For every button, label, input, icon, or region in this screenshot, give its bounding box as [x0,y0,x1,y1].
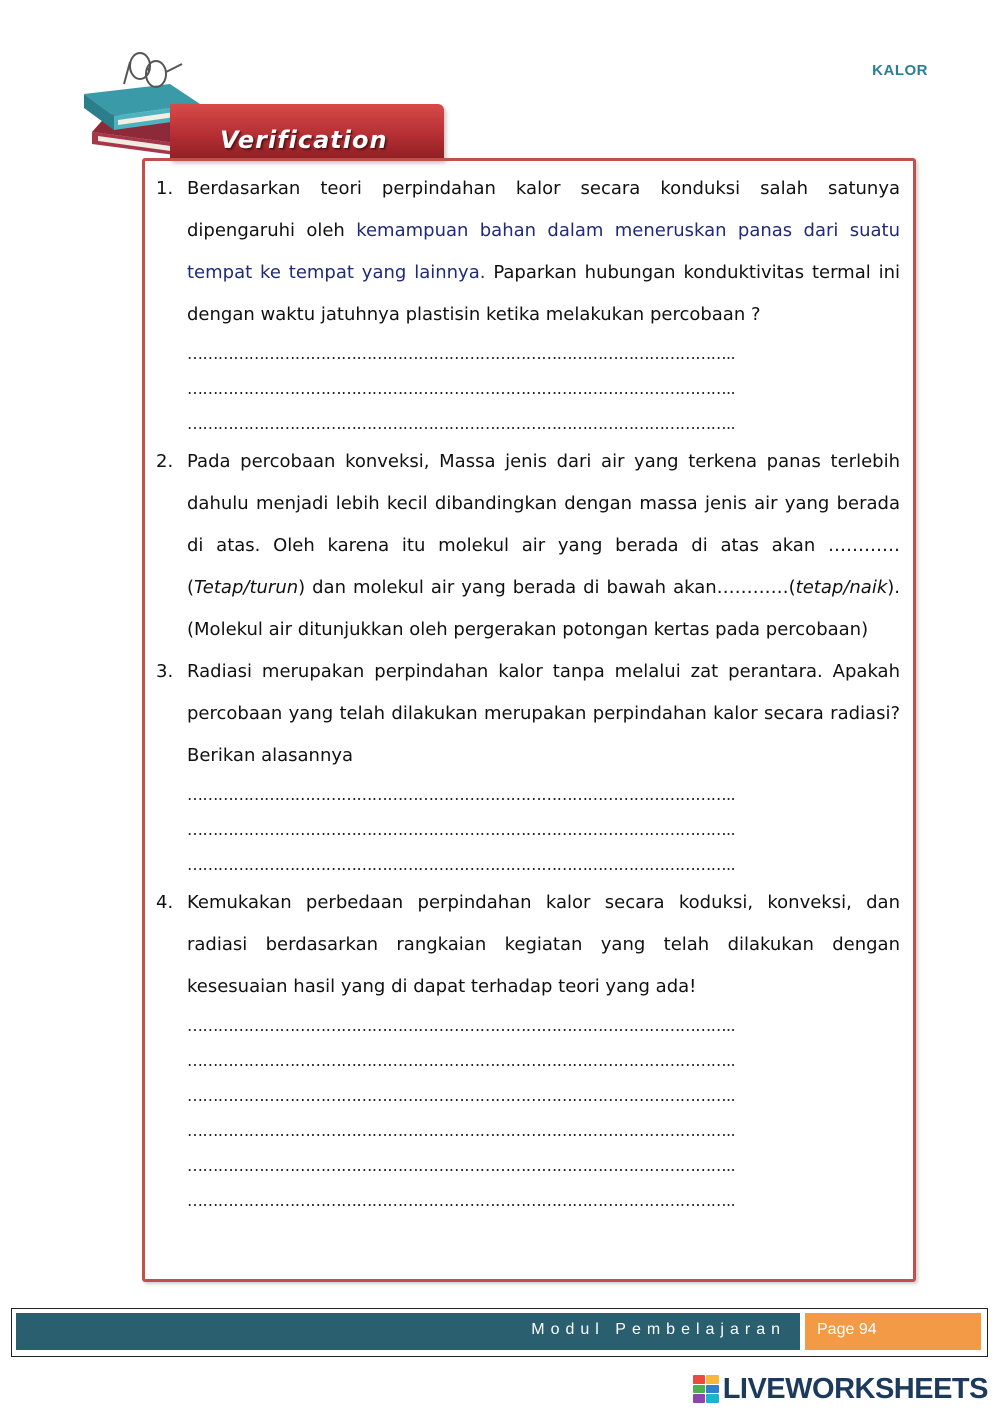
question-4 [156,882,900,1008]
question-1 [156,168,900,336]
page-number: Page 94 [817,1321,877,1338]
answer-line[interactable]: …………………………………………………………………………………………….. [187,1156,735,1175]
question-number: 1. [156,178,174,199]
footer-page-box [805,1313,981,1350]
liveworksheets-wordmark: LIVEWORKSHEETS [722,1372,988,1405]
glasses-icon [124,53,182,87]
answer-line[interactable]: …………………………………………………………………………………………….. [187,1121,735,1140]
question-number: 4. [156,892,174,913]
answer-line[interactable]: …………………………………………………………………………………………….. [187,379,735,398]
option-blank-2: tetap/naik [795,577,888,598]
highlighted-phrase: kemampuan bahan dalam meneruskan panas dari suatu tempat ke tempat yang lainnya. [187,220,900,283]
question-list [156,168,900,1218]
question-number: 3. [156,661,174,682]
question-text: Kemukakan perbedaan perpindahan kalor secara koduksi, konveksi, dan radiasi berdasarkan rangkaian kegiatan yang telah dilakukan dengan kesesuaian hasil yang di dapat terhadap teori yang ada! [187,892,900,997]
banner-title: Verification [220,126,388,154]
answer-line[interactable]: …………………………………………………………………………………………….. [187,1016,735,1035]
option-blank-1: Tetap/turun [194,577,299,598]
answer-line[interactable]: …………………………………………………………………………………………….. [187,1051,735,1070]
answer-line[interactable]: …………………………………………………………………………………………….. [187,820,735,839]
liveworksheets-logo-icon [693,1375,719,1403]
question-text: Berdasarkan teori perpindahan kalor secara konduksi salah satunya dipengaruhi oleh kemampuan bahan dalam meneruskan panas dari suatu tempat ke tempat yang lainnya. Paparkan hubungan konduktivitas termal ini dengan waktu jatuhnya plastisin ketika melakukan percobaan ? [187,178,901,325]
question-3 [156,651,900,777]
answer-line[interactable]: …………………………………………………………………………………………….. [187,1191,735,1210]
footer-module-label: Modul Pembelajaran [531,1321,786,1338]
section-label: KALOR [872,62,928,79]
question-2 [156,441,900,651]
question-number: 2. [156,451,174,472]
answer-line[interactable]: …………………………………………………………………………………………….. [187,414,735,433]
answer-line[interactable]: …………………………………………………………………………………………….. [187,1086,735,1105]
question-text: Radiasi merupakan perpindahan kalor tanpa melalui zat perantara. Apakah percobaan yang telah dilakukan merupakan perpindahan kalor secara radiasi? Berikan alasannya [187,661,900,766]
question-text: Pada percobaan konveksi, Massa jenis dari air yang terkena panas terlebih dahulu menjadi lebih kecil dibandingkan dengan massa jenis air yang berada di atas. Oleh karena itu molekul air yang berada di atas akan …………(Tetap/turun) dan molekul air yang berada di bawah akan…………(tetap/naik). (Molekul air ditunjukkan oleh pergerakan potongan kertas pada percobaan) [187,451,900,640]
answer-line[interactable]: …………………………………………………………………………………………….. [187,344,735,363]
answer-line[interactable]: …………………………………………………………………………………………….. [187,785,735,804]
liveworksheets-brand [693,1372,988,1406]
section-banner [170,104,444,160]
footer-module-bar [16,1313,800,1350]
answer-line[interactable]: …………………………………………………………………………………………….. [187,855,735,874]
